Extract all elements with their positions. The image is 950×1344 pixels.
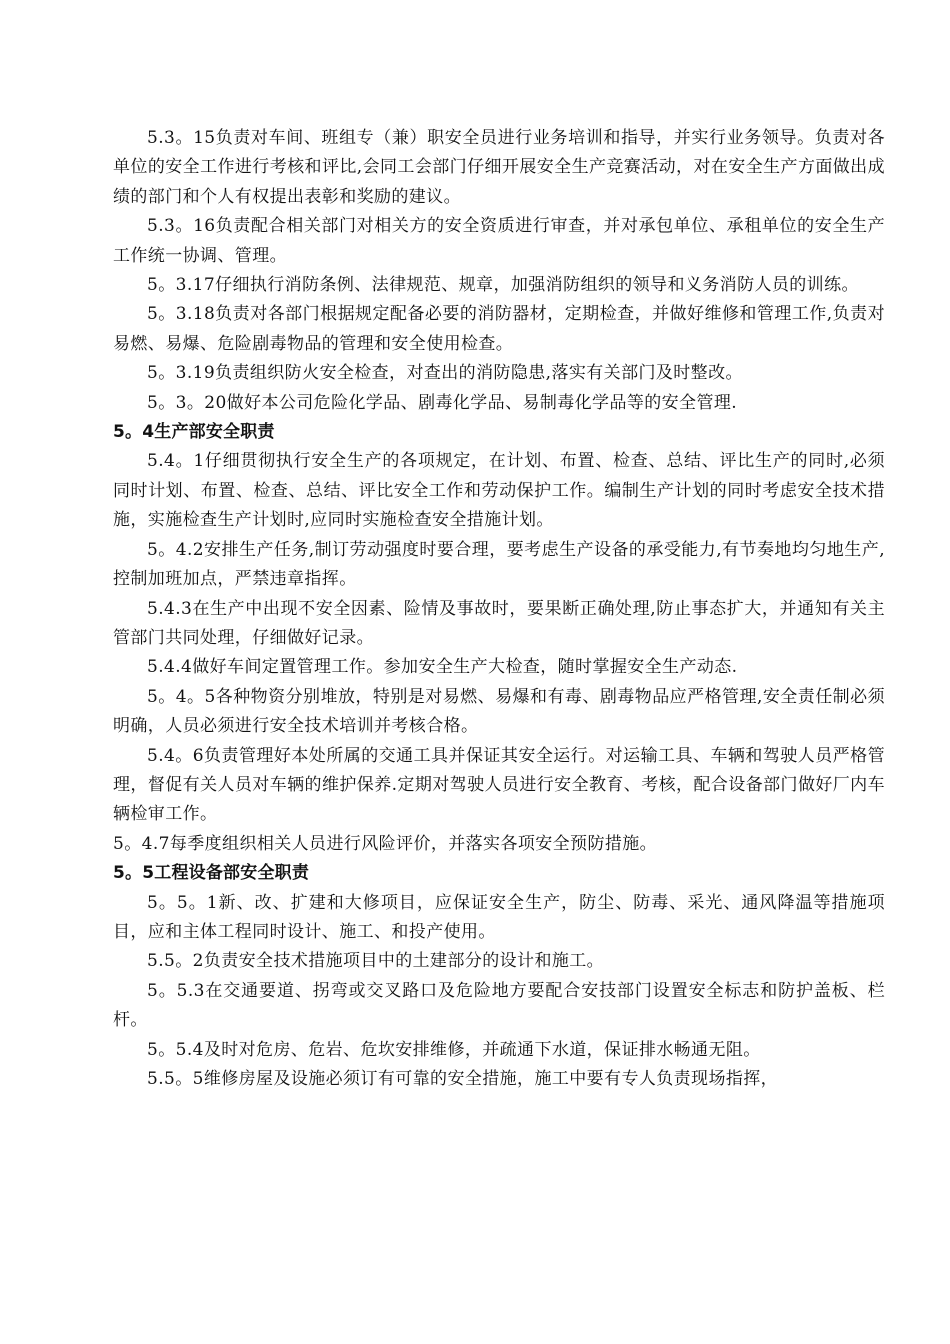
paragraph-5-3-15: 5.3。15负责对车间、班组专（兼）职安全员进行业务培训和指导，并实行业务领导。负责对各单位的安全工作进行考核和评比,会同工会部门仔细开展安全生产竞赛活动，对在安全生产方面做出成绩的部门和个人有权提出表彰和奖励的建议。 xyxy=(113,128,885,207)
paragraph-5-3-16: 5.3。16负责配合相关部门对相关方的安全资质进行审查，并对承包单位、承租单位的安全生产工作统一协调、管理。 xyxy=(113,216,885,266)
paragraph-5-5-2: 5.5。2负责安全技术措施项目中的土建部分的设计和施工。 xyxy=(147,951,605,972)
section-heading-5-5: 5。5工程设备部安全职责 xyxy=(113,863,310,884)
paragraph-5-3-20: 5。3。20做好本公司危险化学品、剧毒化学品、易制毒化学品等的安全管理. xyxy=(147,392,738,413)
paragraph-5-4-3: 5.4.3在生产中出现不安全因素、险情及事故时，要果断正确处理,防止事态扩大，并通知有关主管部门共同处理，仔细做好记录。 xyxy=(113,598,885,648)
paragraph-5-3-18: 5。3.18负责对各部门根据规定配备必要的消防器材，定期检查，并做好维修和管理工作,负责对易燃、易爆、危险剧毒物品的管理和安全使用检查。 xyxy=(113,304,885,354)
paragraph-5-5-1: 5。5。1新、改、扩建和大修项目，应保证安全生产，防尘、防毒、采光、通风降温等措施项目，应和主体工程同时设计、施工、和投产使用。 xyxy=(113,892,885,942)
paragraph-5-5-3: 5。5.3在交通要道、拐弯或交叉路口及危险地方要配合安技部门设置安全标志和防护盖板、栏杆。 xyxy=(113,980,885,1031)
paragraph-5-4-7: 5。4.7每季度组织相关人员进行风险评价，并落实各项安全预防措施。 xyxy=(113,833,658,854)
paragraph-5-4-2: 5。4.2安排生产任务,制订劳动强度时要合理，要考虑生产设备的承受能力,有节奏地均匀地生产,控制加班加点，严禁违章指挥。 xyxy=(113,539,885,590)
paragraph-5-4-4: 5.4.4做好车间定置管理工作。参加安全生产大检查，随时掌握安全生产动态. xyxy=(147,657,738,678)
paragraph-5-5-5: 5.5。5维修房屋及设施必须订有可靠的安全措施，施工中要有专人负责现场指挥， xyxy=(147,1069,779,1089)
paragraph-5-4-6: 5.4。6负责管理好本处所属的交通工具并保证其安全运行。对运输工具、车辆和驾驶人员严格管理，督促有关人员对车辆的维护保养.定期对驾驶人员进行安全教育、考核，配合设备部门做好厂内车辆检审工作。 xyxy=(113,745,885,825)
paragraph-5-5-4: 5。5.4及时对危房、危岩、危坎安排维修，并疏通下水道，保证排水畅通无阻。 xyxy=(147,1039,761,1060)
document-page xyxy=(113,124,885,1094)
paragraph-5-4-1: 5.4。1仔细贯彻执行安全生产的各项规定，在计划、布置、检查、总结、评比生产的同时,必须同时计划、布置、检查、总结、评比安全工作和劳动保护工作。编制生产计划的同时考虑安全技术措施，实施检查生产计划时,应同时实施检查安全措施计划。 xyxy=(113,451,885,531)
paragraph-5-3-19: 5。3.19负责组织防火安全检查，对查出的消防隐患,落实有关部门及时整改。 xyxy=(147,363,743,384)
section-heading-5-4: 5。4生产部安全职责 xyxy=(113,422,275,443)
paragraph-5-3-17: 5。3.17仔细执行消防条例、法律规范、规章，加强消防组织的领导和义务消防人员的训练。 xyxy=(147,275,859,296)
paragraph-5-4-5: 5。4。5各种物资分别堆放，特别是对易燃、易爆和有毒、剧毒物品应严格管理,安全责任制必须明确，人员必须进行安全技术培训并考核合格。 xyxy=(113,686,885,737)
